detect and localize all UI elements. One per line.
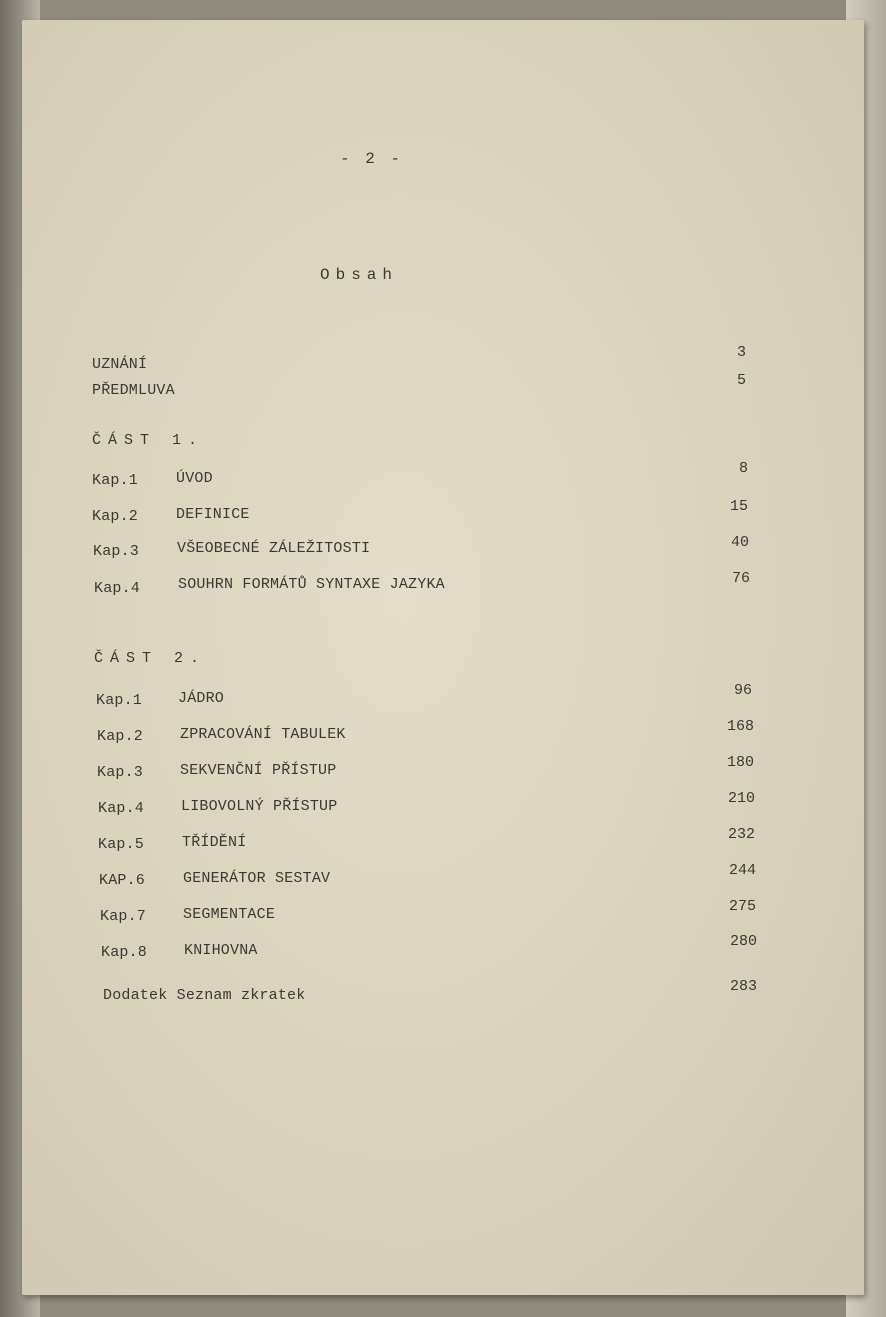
chapter-page: 280: [729, 933, 757, 950]
chapter-title: VŠEOBECNÉ ZÁLEŽITOSTI: [177, 540, 371, 557]
chapter-title: JÁDRO: [178, 690, 225, 707]
chapter-number: Kap.3: [97, 764, 144, 781]
chapter-title: DEFINICE: [176, 506, 250, 523]
chapter-title: KNIHOVNA: [184, 942, 258, 959]
chapter-number: KAP.6: [99, 872, 146, 889]
toc-title: Obsah: [320, 266, 399, 284]
toc-entry-page: 5: [736, 372, 746, 389]
toc-entry-page: 3: [736, 344, 746, 361]
document-page: [22, 20, 864, 1295]
chapter-number: Kap.2: [92, 508, 139, 525]
chapter-title: LIBOVOLNÝ PŘÍSTUP: [181, 798, 338, 815]
chapter-number: Kap.1: [96, 692, 143, 709]
chapter-number: Kap.7: [100, 908, 147, 925]
chapter-number: Kap.8: [101, 944, 148, 961]
chapter-number: Kap.5: [98, 836, 145, 853]
chapter-number: Kap.4: [98, 800, 145, 817]
chapter-page: 76: [731, 570, 750, 587]
chapter-page: 210: [727, 790, 755, 807]
chapter-title: GENERÁTOR SESTAV: [183, 870, 331, 887]
chapter-page: 8: [738, 460, 748, 477]
chapter-page: 168: [726, 718, 754, 735]
chapter-title: ÚVOD: [176, 470, 213, 487]
part-heading: ČÁST 1.: [92, 432, 205, 449]
part-heading: ČÁST 2.: [94, 650, 207, 667]
chapter-page: 275: [728, 898, 756, 915]
chapter-number: Kap.2: [97, 728, 144, 745]
chapter-page: 244: [728, 862, 756, 879]
chapter-number: Kap.4: [94, 580, 141, 597]
chapter-title: ZPRACOVÁNÍ TABULEK: [180, 726, 346, 743]
chapter-page: 232: [727, 826, 755, 843]
chapter-title: SEKVENČNÍ PŘÍSTUP: [180, 762, 337, 779]
chapter-page: 15: [729, 498, 748, 515]
toc-entry-label: PŘEDMLUVA: [92, 382, 175, 399]
chapter-page: 40: [730, 534, 749, 551]
chapter-page: 96: [733, 682, 752, 699]
chapter-title: TŘÍDĚNÍ: [182, 834, 247, 851]
page-number: - 2 -: [340, 150, 404, 168]
chapter-page: 180: [726, 754, 754, 771]
chapter-number: Kap.1: [92, 472, 139, 489]
chapter-number: Kap.3: [93, 543, 140, 560]
appendix-label: Dodatek Seznam zkratek: [103, 987, 306, 1004]
appendix-page: 283: [729, 978, 757, 995]
toc-entry-label: UZNÁNÍ: [92, 356, 148, 373]
chapter-title: SEGMENTACE: [183, 906, 276, 923]
chapter-title: SOUHRN FORMÁTŮ SYNTAXE JAZYKA: [178, 576, 445, 593]
